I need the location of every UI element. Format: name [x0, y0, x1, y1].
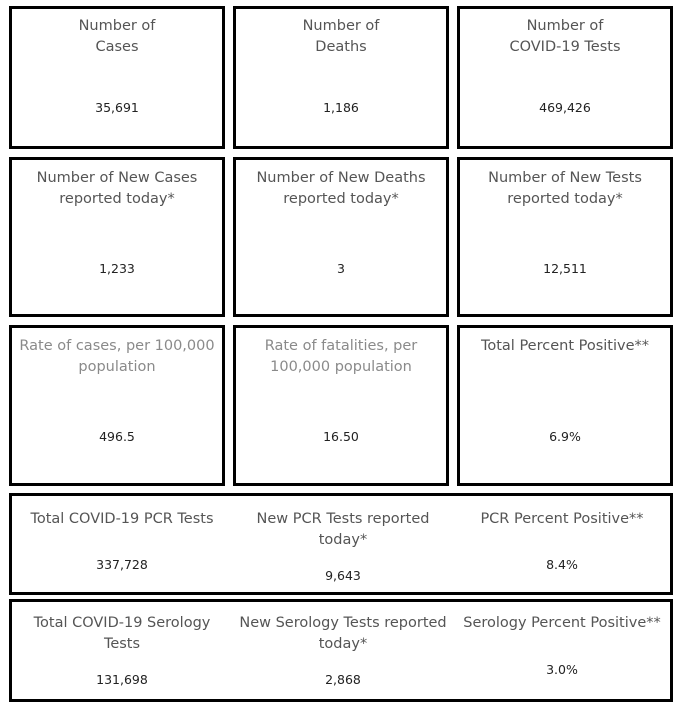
- tile-fatality-rate-value: 16.50: [323, 429, 359, 444]
- serology-new-col: [232, 602, 454, 699]
- tile-new-deaths-label: Number of New Deaths reported today*: [256, 170, 426, 207]
- tile-new-cases-value: 1,233: [99, 261, 135, 276]
- tile-new-cases-label: Number of New Cases reported today*: [36, 170, 198, 207]
- tile-deaths-value: 1,186: [323, 100, 359, 115]
- pcr-total-col: [12, 496, 232, 592]
- tile-percent-positive-label: Total Percent Positive**: [480, 338, 650, 354]
- pcr-total-value: 337,728: [96, 557, 148, 572]
- pcr-total-label: Total COVID-19 PCR Tests: [30, 511, 214, 527]
- tile-case-rate-value: 496.5: [99, 429, 135, 444]
- tile-deaths: [233, 6, 449, 149]
- serology-pct-value: 3.0%: [546, 662, 578, 677]
- pcr-new-value: 9,643: [325, 568, 361, 583]
- serology-pct-label: Serology Percent Positive**: [463, 615, 661, 631]
- tile-new-tests: [457, 157, 673, 317]
- tile-new-deaths-value: 3: [337, 261, 345, 276]
- pcr-panel: [9, 493, 673, 595]
- tile-case-rate-label: Rate of cases, per 100,000 population: [19, 338, 215, 375]
- tile-cases-label: Number of Cases: [78, 18, 156, 55]
- tile-tests-label: Number of COVID-19 Tests: [509, 18, 621, 55]
- pcr-pct-label: PCR Percent Positive**: [480, 511, 644, 527]
- tile-cases: [9, 6, 225, 149]
- serology-pct-col: [454, 602, 670, 699]
- serology-new-label: New Serology Tests reported today*: [239, 615, 447, 652]
- serology-total-col: [12, 602, 232, 699]
- serology-total-value: 131,698: [96, 672, 148, 687]
- pcr-pct-col: [454, 496, 670, 592]
- tile-fatality-rate-label: Rate of fatalities, per 100,000 population: [264, 338, 418, 375]
- pcr-pct-value: 8.4%: [546, 557, 578, 572]
- serology-panel: [9, 599, 673, 702]
- tile-cases-value: 35,691: [95, 100, 139, 115]
- tile-percent-positive: [457, 325, 673, 486]
- tile-new-cases: [9, 157, 225, 317]
- tile-new-tests-value: 12,511: [543, 261, 587, 276]
- serology-total-label: Total COVID-19 Serology Tests: [33, 615, 211, 652]
- pcr-new-label: New PCR Tests reported today*: [256, 511, 430, 548]
- tile-tests-value: 469,426: [539, 100, 591, 115]
- tile-deaths-label: Number of Deaths: [302, 18, 380, 55]
- pcr-new-col: [232, 496, 454, 592]
- tile-fatality-rate: [233, 325, 449, 486]
- tile-new-deaths: [233, 157, 449, 317]
- serology-new-value: 2,868: [325, 672, 361, 687]
- tile-percent-positive-value: 6.9%: [549, 429, 581, 444]
- tile-tests: [457, 6, 673, 149]
- tile-case-rate: [9, 325, 225, 486]
- tile-new-tests-label: Number of New Tests reported today*: [488, 170, 642, 207]
